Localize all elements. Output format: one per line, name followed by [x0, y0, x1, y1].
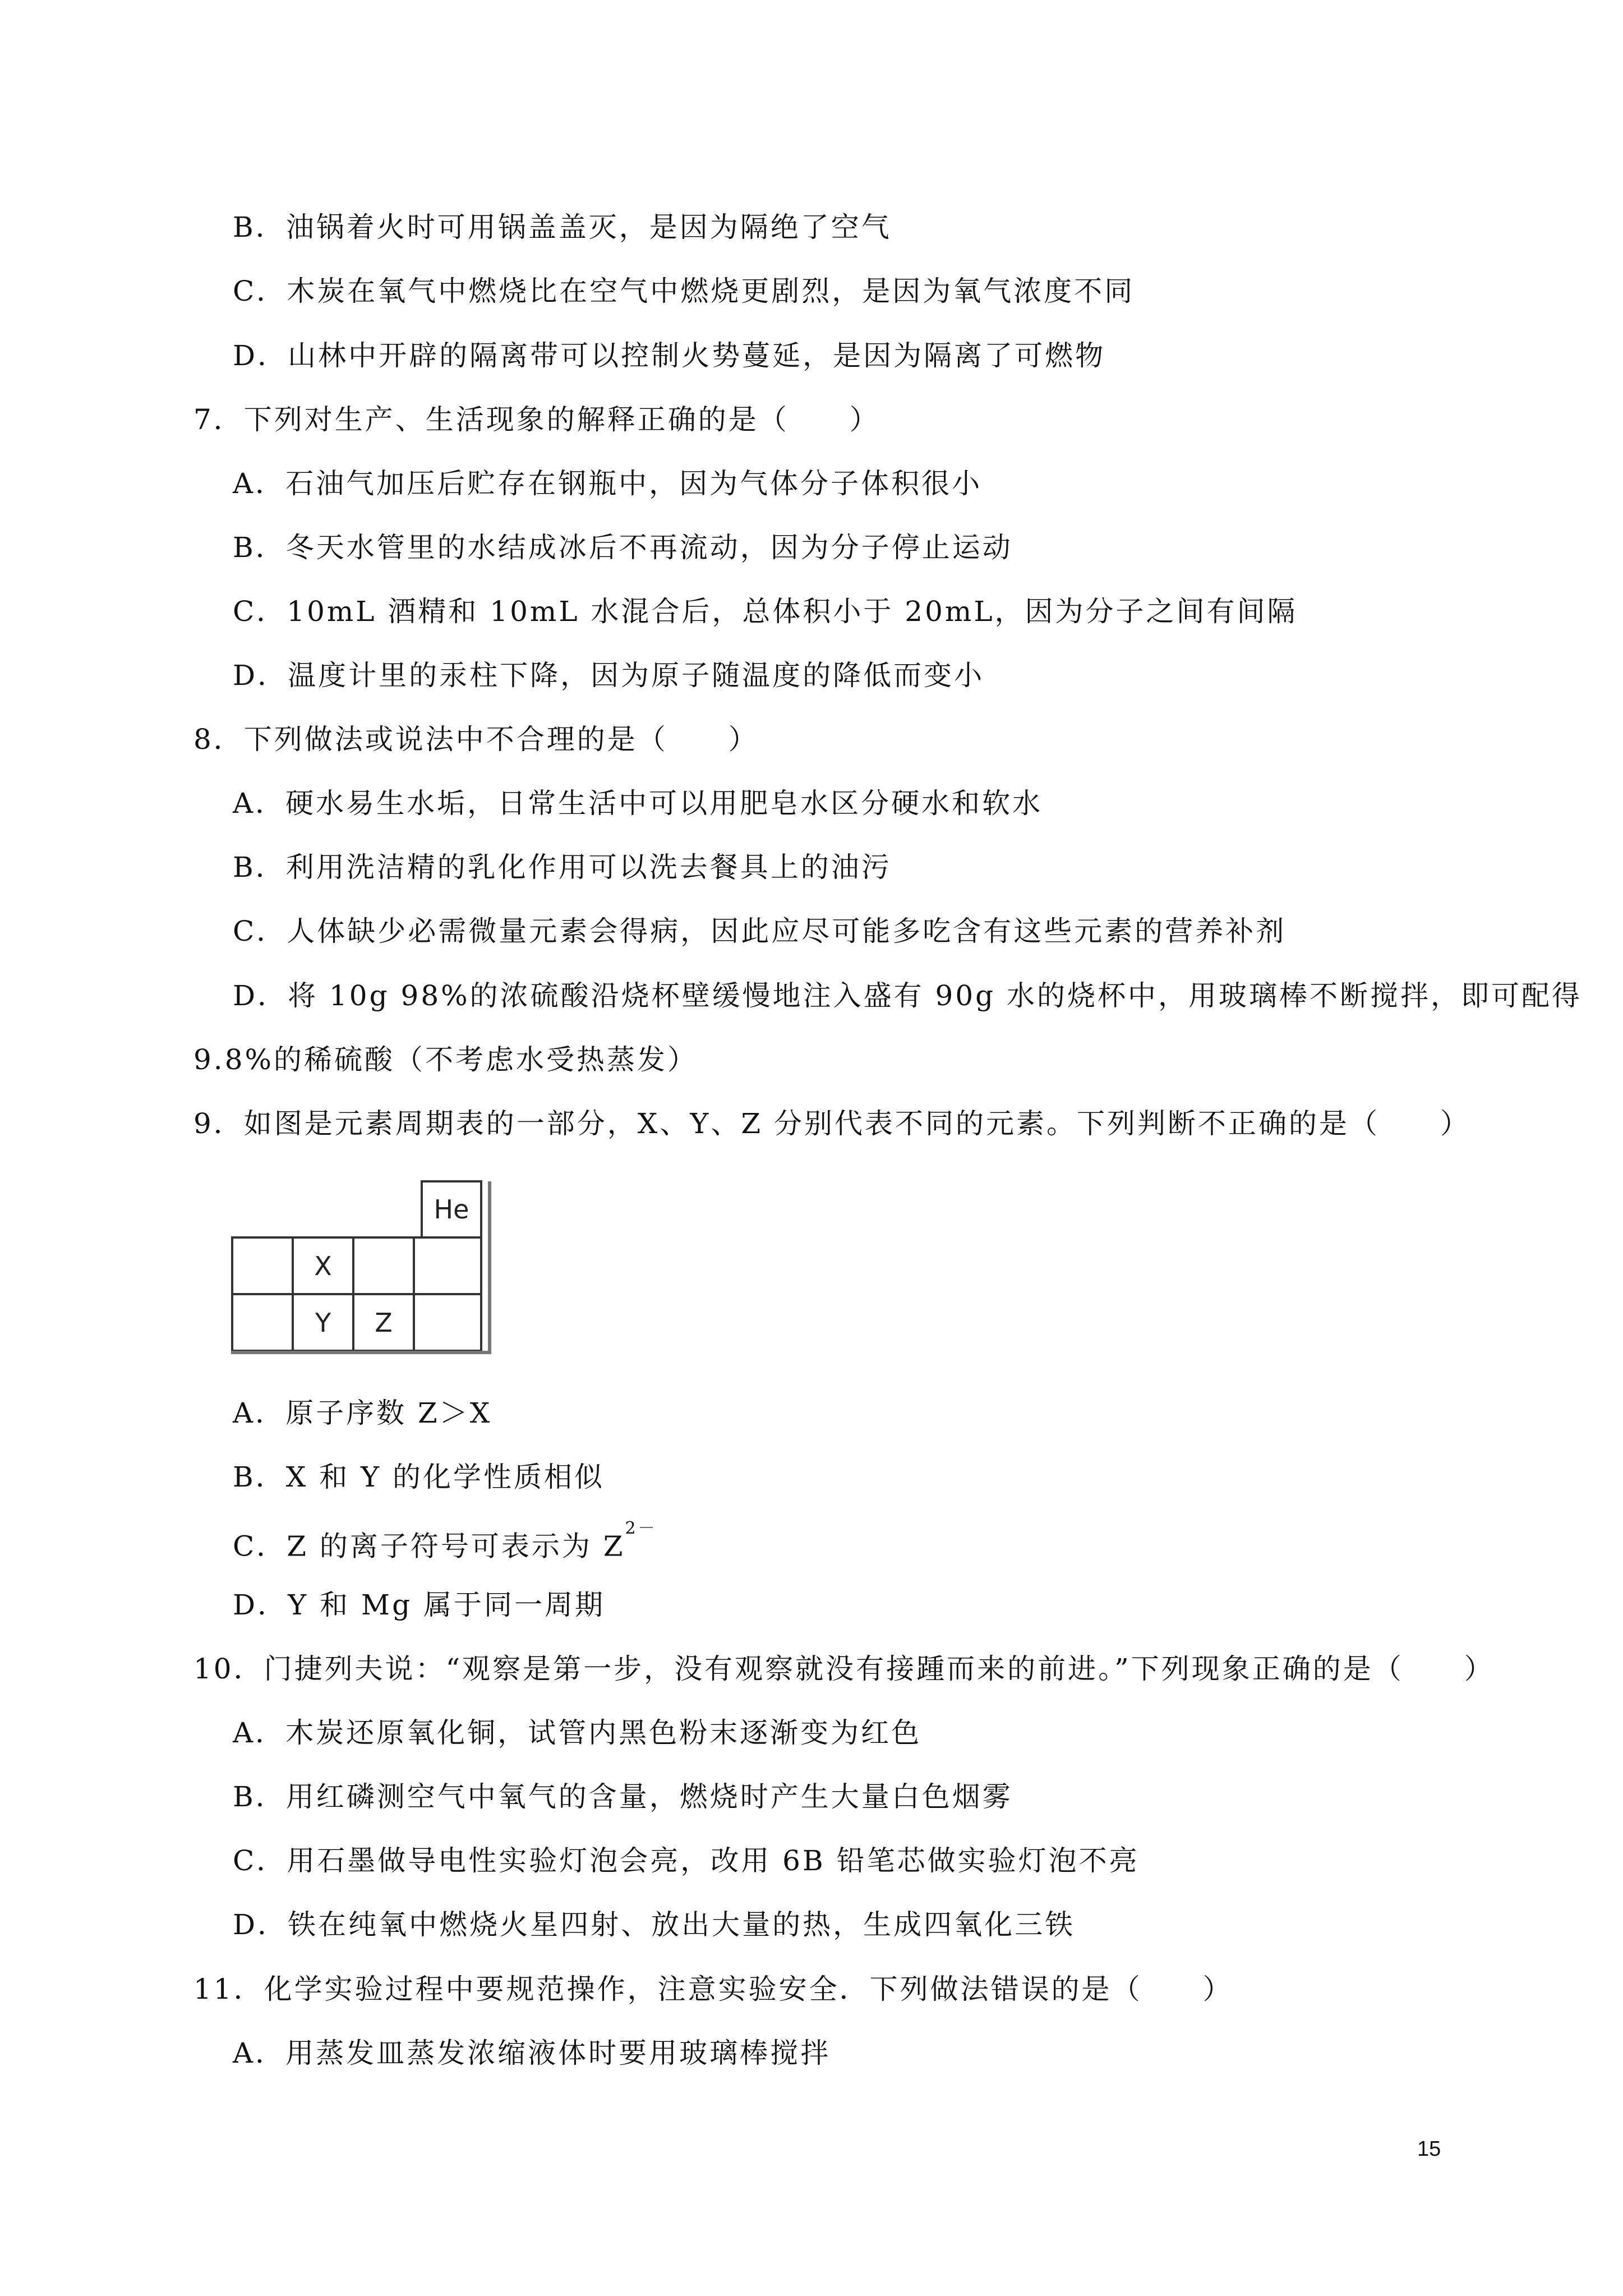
periodic-cell-y: Y: [292, 1293, 354, 1352]
q9-option-a: A．原子序数 Z＞X: [233, 1397, 492, 1429]
q10-option-d: D．铁在纯氧中燃烧火星四射、放出大量的热，生成四氧化三铁: [233, 1908, 1076, 1941]
q8-option-c: C．人体缺少必需微量元素会得病，因此应尽可能多吃含有这些元素的营养补剂: [233, 915, 1287, 947]
q9-option-c-text: C．Z 的离子符号可表示为 Z: [233, 1530, 625, 1563]
periodic-cell-empty: [413, 1236, 482, 1295]
q9-stem: 9．如图是元素周期表的一部分，X、Y、Z 分别代表不同的元素。下列判断不正确的是（ ）: [193, 1107, 1471, 1140]
q6-option-d: D．山林中开辟的隔离带可以控制火势蔓延，是因为隔离了可燃物: [233, 339, 1106, 372]
table-shadow: [488, 1181, 491, 1354]
periodic-cell-z: Z: [352, 1293, 415, 1352]
periodic-cell-empty: [231, 1293, 294, 1352]
q7-option-a: A．石油气加压后贮存在钢瓶中，因为气体分子体积很小: [233, 467, 983, 500]
q8-option-d-continuation: 9.8%的稀硫酸（不考虑水受热蒸发）: [193, 1043, 698, 1076]
q10-stem: 10．门捷列夫说：“观察是第一步，没有观察就没有接踵而来的前进。”下列现象正确的是（ ）: [193, 1653, 1495, 1685]
q9-option-c-superscript: 2－: [625, 1519, 657, 1538]
periodic-table-fragment: [231, 1180, 492, 1354]
periodic-cell-empty: [413, 1293, 482, 1352]
q10-option-b: B．用红磷测空气中氧气的含量，燃烧时产生大量白色烟雾: [233, 1780, 1013, 1813]
q9-option-b: B．X 和 Y 的化学性质相似: [233, 1461, 605, 1493]
periodic-cell-x: X: [292, 1236, 354, 1295]
q7-option-d: D．温度计里的汞柱下降，因为原子随温度的降低而变小: [233, 659, 985, 692]
q6-option-b: B．油锅着火时可用锅盖盖灭，是因为隔绝了空气: [233, 211, 892, 243]
q7-option-b: B．冬天水管里的水结成冰后不再流动，因为分子停止运动: [233, 531, 1013, 564]
q8-option-b: B．利用洗洁精的乳化作用可以洗去餐具上的油污: [233, 851, 892, 884]
page-number: 15: [1417, 2137, 1441, 2161]
q8-stem: 8．下列做法或说法中不合理的是（ ）: [193, 723, 759, 756]
q9-option-d: D．Y 和 Mg 属于同一周期: [233, 1589, 605, 1621]
q10-option-c: C．用石墨做导电性实验灯泡会亮，改用 6B 铅笔芯做实验灯泡不亮: [233, 1844, 1140, 1877]
periodic-cell-he: He: [421, 1180, 482, 1239]
q7-option-c: C．10mL 酒精和 10mL 水混合后，总体积小于 20mL，因为分子之间有间隔: [233, 595, 1298, 628]
periodic-cell-empty: [352, 1236, 415, 1295]
q11-stem: 11．化学实验过程中要规范操作，注意实验安全．下列做法错误的是（ ）: [193, 1973, 1233, 2005]
q8-option-a: A．硬水易生水垢，日常生活中可以用肥皂水区分硬水和软水: [233, 787, 1043, 820]
table-shadow: [231, 1351, 491, 1354]
q9-option-c: [233, 1519, 657, 1563]
periodic-cell-empty: [231, 1236, 294, 1295]
q11-option-a: A．用蒸发皿蒸发浓缩液体时要用玻璃棒搅拌: [233, 2037, 831, 2069]
q6-option-c: C．木炭在氧气中燃烧比在空气中燃烧更剧烈，是因为氧气浓度不同: [233, 275, 1135, 307]
q10-option-a: A．木炭还原氧化铜，试管内黑色粉末逐渐变为红色: [233, 1717, 922, 1749]
q8-option-d: D．将 10g 98%的浓硫酸沿烧杯壁缓慢地注入盛有 90g 水的烧杯中，用玻璃棒不断搅拌，即可配得: [233, 979, 1583, 1012]
q7-stem: 7．下列对生产、生活现象的解释正确的是（ ）: [193, 403, 880, 436]
